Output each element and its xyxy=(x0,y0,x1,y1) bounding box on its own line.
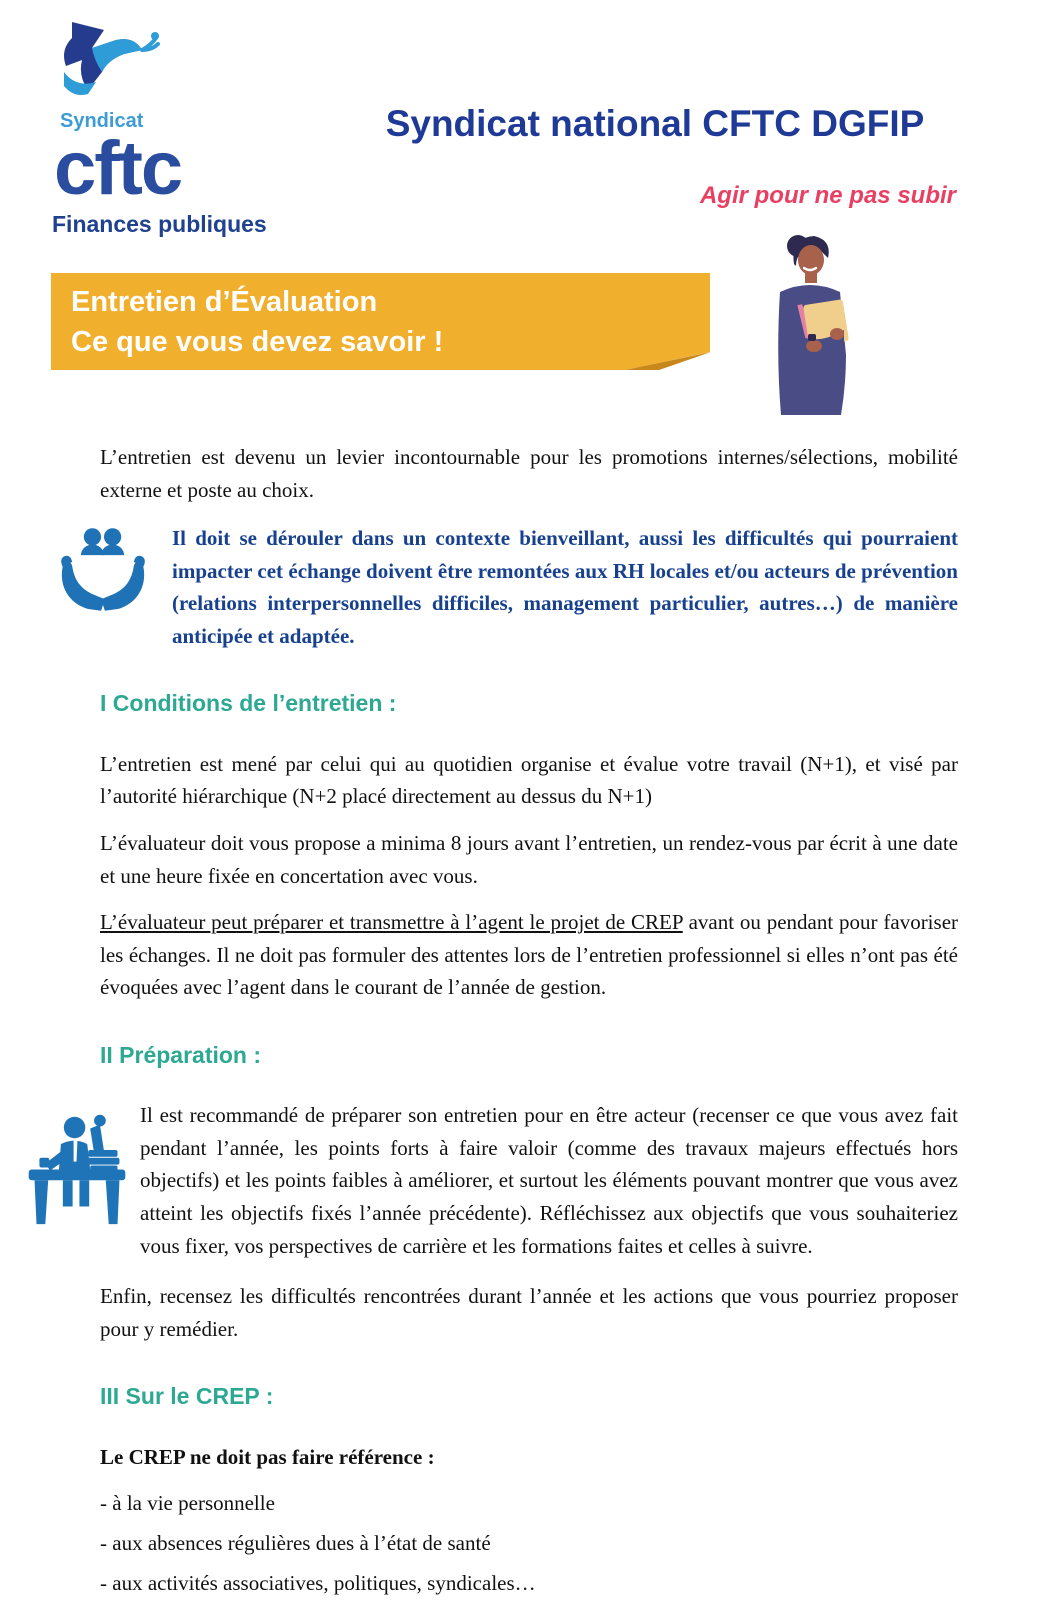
crep-restrictions-list xyxy=(100,1487,958,1599)
list-item: - aux absences régulières dues à l’état de santé xyxy=(100,1530,491,1555)
section1-heading: I Conditions de l’entretien : xyxy=(100,690,397,717)
section3-heading: III Sur le CREP : xyxy=(100,1383,274,1410)
page-title: Syndicat national CFTC DGFIP xyxy=(385,103,925,144)
cftc-logo xyxy=(52,20,282,238)
highlight-block xyxy=(100,522,958,652)
banner-line1: Entretien d’Évaluation xyxy=(71,286,378,318)
logo-cftc-label: cftc xyxy=(54,126,182,211)
highlight-text: Il doit se dérouler dans un contexte bienveillant, aussi les difficultés qui pourraient impacter cet échange doivent être remontées aux RH locales et/ou acteurs de prévention (relations interpersonnelles difficiles, management particulier, autres…) de manière anticipée et adaptée. xyxy=(172,526,958,648)
section2-heading: II Préparation : xyxy=(100,1041,262,1068)
dove-icon xyxy=(58,20,163,108)
section2-paragraph2: Enfin, recensez les difficultés rencontrées durant l’année et les actions que vous pourriez proposer pour y remédier. xyxy=(100,1284,958,1341)
banner-line2: Ce que vous devez savoir ! xyxy=(71,326,444,359)
document-body xyxy=(100,441,958,1606)
section1-paragraph2: L’évaluateur doit vous propose a minima 8 jours avant l’entretien, un rendez-vous par écrit à une date et une heure fixée en concertation avec vous. xyxy=(100,831,958,888)
section1-paragraph3 xyxy=(100,906,958,1004)
section1-paragraph1: L’entretien est mené par celui qui au quotidien organise et évalue votre travail (N+1), et visé par l’autorité hiérarchique (N+2 placé directement au dessus du N+1) xyxy=(100,751,958,809)
tagline: Agir pour ne pas subir xyxy=(699,182,956,209)
logo-finances-label: Finances publiques xyxy=(52,211,267,238)
topic-banner xyxy=(51,273,710,370)
person-at-desk-icon xyxy=(25,1099,130,1239)
crep-lead: Le CREP ne doit pas faire référence : xyxy=(100,1444,435,1469)
woman-with-folder-illustration xyxy=(752,230,872,420)
intro-paragraph: L’entretien est devenu un levier incontournable pour les promotions internes/sélections, mobilité externe et poste au choix. xyxy=(100,445,958,502)
banner-text xyxy=(71,282,443,362)
list-item: - à la vie personnelle xyxy=(100,1491,275,1516)
preparation-block xyxy=(100,1099,958,1262)
preparation-text: Il est recommandé de préparer son entretien pour en être acteur (recenser ce que vous avez fait pendant l’année, les points forts à faire valoir (comme des travaux majeurs effectués hors objectifs) et les points faibles à améliorer, et surtout les éléments pouvant montrer que vous avez atteint les objectifs fixés l’année précédente). Réfléchissez aux objectifs que vous souhaiteriez vous fixer, vos perspectives de carrière et les formations faites et celles à suivre. xyxy=(140,1103,958,1258)
section1-paragraph3-rest: avant ou pendant pour favoriser les échanges. Il ne doit pas formuler des attentes lors de l’entretien professionnel si elles n’ont pas été évoquées avec l’agent dans le courant de l’année de gestion. xyxy=(100,910,959,1000)
logo-syndicat-label: Syndicat xyxy=(60,110,144,132)
underlined-clause: L’évaluateur peut préparer et transmettre à l’agent le projet de CREP xyxy=(100,910,683,935)
list-item: - aux activités associatives, politiques, syndicales… xyxy=(100,1570,536,1595)
caring-hands-icon xyxy=(55,522,155,626)
